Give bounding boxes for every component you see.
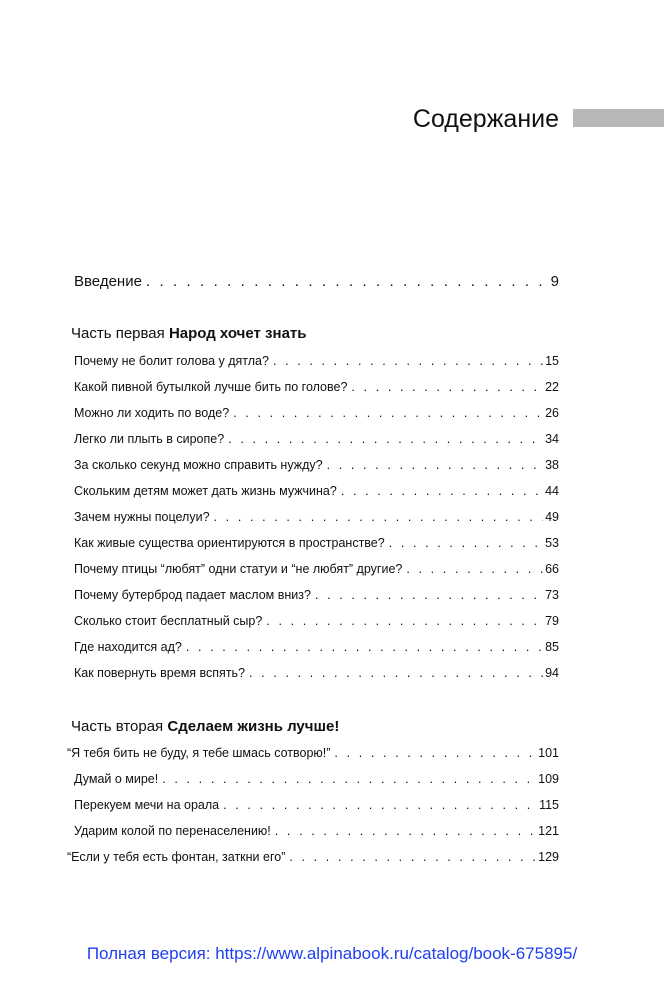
title-bar [573, 109, 664, 127]
leader-dots [233, 404, 543, 422]
toc-page-number: 15 [545, 354, 559, 368]
toc-label: Можно ли ходить по воде? [74, 406, 230, 420]
toc-entry[interactable] [74, 352, 559, 370]
toc-page-number: 121 [538, 824, 559, 838]
toc-label: Легко ли плыть в сиропе? [74, 432, 225, 446]
toc-page-number: 9 [550, 273, 559, 290]
toc-entry[interactable] [74, 638, 559, 656]
leader-dots [214, 508, 544, 526]
leader-dots [162, 770, 536, 788]
toc-page-number: 53 [545, 536, 559, 550]
toc-label: Ударим колой по перенаселению! [74, 824, 271, 838]
toc-label: Какой пивной бутылкой лучше бить по голове? [74, 380, 348, 394]
toc-label: Как повернуть время вспять? [74, 666, 246, 680]
leader-dots [334, 744, 536, 762]
toc-entry[interactable] [67, 848, 559, 866]
toc-entry[interactable] [74, 612, 559, 630]
toc-entry[interactable] [74, 534, 559, 552]
toc-page-number: 94 [545, 666, 559, 680]
leader-dots [249, 664, 543, 682]
toc-entry[interactable] [74, 482, 559, 500]
toc-entry[interactable] [67, 744, 559, 762]
toc-label: Почему птицы “любят” одни статуи и “не любят” другие? [74, 562, 403, 576]
toc-entry[interactable] [74, 770, 559, 788]
toc-label: Почему не болит голова у дятла? [74, 354, 269, 368]
toc-entry[interactable] [74, 664, 559, 682]
leader-dots [289, 848, 536, 866]
toc-entry[interactable] [74, 378, 559, 396]
leader-dots [341, 482, 543, 500]
toc-entry[interactable] [74, 822, 559, 840]
toc-page-number: 79 [545, 614, 559, 628]
leader-dots [315, 586, 543, 604]
part1-prefix: Часть первая [71, 325, 165, 342]
toc-label: Сколько стоит бесплатный сыр? [74, 614, 263, 628]
leader-dots [186, 638, 543, 656]
toc-entry[interactable] [74, 586, 559, 604]
part1-heading [71, 324, 306, 344]
toc-entry-intro[interactable] [74, 272, 559, 292]
toc-label: Введение [74, 273, 142, 290]
toc-entry[interactable] [74, 404, 559, 422]
toc-page-number: 22 [545, 380, 559, 394]
leader-dots [351, 378, 543, 396]
toc-page-number: 101 [538, 746, 559, 760]
part2-heading [71, 717, 339, 737]
leader-dots [406, 560, 543, 578]
toc-page-number: 115 [539, 798, 559, 812]
leader-dots [266, 612, 543, 630]
toc-entry[interactable] [74, 456, 559, 474]
toc-entry[interactable] [74, 560, 559, 578]
toc-page-number: 26 [545, 406, 559, 420]
toc-label: Скольким детям может дать жизнь мужчина? [74, 484, 337, 498]
toc-page-number: 34 [545, 432, 559, 446]
toc-label: За сколько секунд можно справить нужду? [74, 458, 323, 472]
toc-label: Думай о мире! [74, 772, 159, 786]
toc-label: Как живые существа ориентируются в пространстве? [74, 536, 385, 550]
toc-label: Почему бутерброд падает маслом вниз? [74, 588, 311, 602]
toc-page-number: 44 [545, 484, 559, 498]
toc-entry[interactable] [74, 796, 559, 814]
toc-label: “Если у тебя есть фонтан, заткни его” [67, 850, 286, 864]
page-title: Содержание [412, 105, 559, 133]
leader-dots [327, 456, 544, 474]
part1-name: Народ хочет знать [168, 325, 307, 342]
toc-label: Перекуем мечи на орала [74, 798, 220, 812]
leader-dots [275, 822, 536, 840]
part2-name: Сделаем жизнь лучше! [167, 718, 340, 735]
leader-dots [273, 352, 543, 370]
toc-page-number: 73 [545, 588, 559, 602]
toc-page-number: 66 [545, 562, 559, 576]
leader-dots [146, 272, 549, 292]
toc-page-number: 38 [545, 458, 559, 472]
leader-dots [389, 534, 543, 552]
part2-prefix: Часть вторая [71, 718, 164, 735]
toc-label: Где находится ад? [74, 640, 182, 654]
leader-dots [228, 430, 543, 448]
toc-label: Зачем нужны поцелуи? [74, 510, 210, 524]
full-version-link[interactable]: Полная версия: https://www.alpinabook.ru/catalog/book-675895/ [86, 944, 578, 963]
toc-page-number: 49 [545, 510, 559, 524]
toc-page-number: 85 [545, 640, 559, 654]
toc-page-number: 109 [538, 772, 559, 786]
toc-page-number: 129 [538, 850, 559, 864]
toc-entry[interactable] [74, 508, 559, 526]
toc-label: “Я тебя бить не буду, я тебе шмась сотворю!” [67, 746, 331, 760]
leader-dots [223, 796, 537, 814]
toc-entry[interactable] [74, 430, 559, 448]
